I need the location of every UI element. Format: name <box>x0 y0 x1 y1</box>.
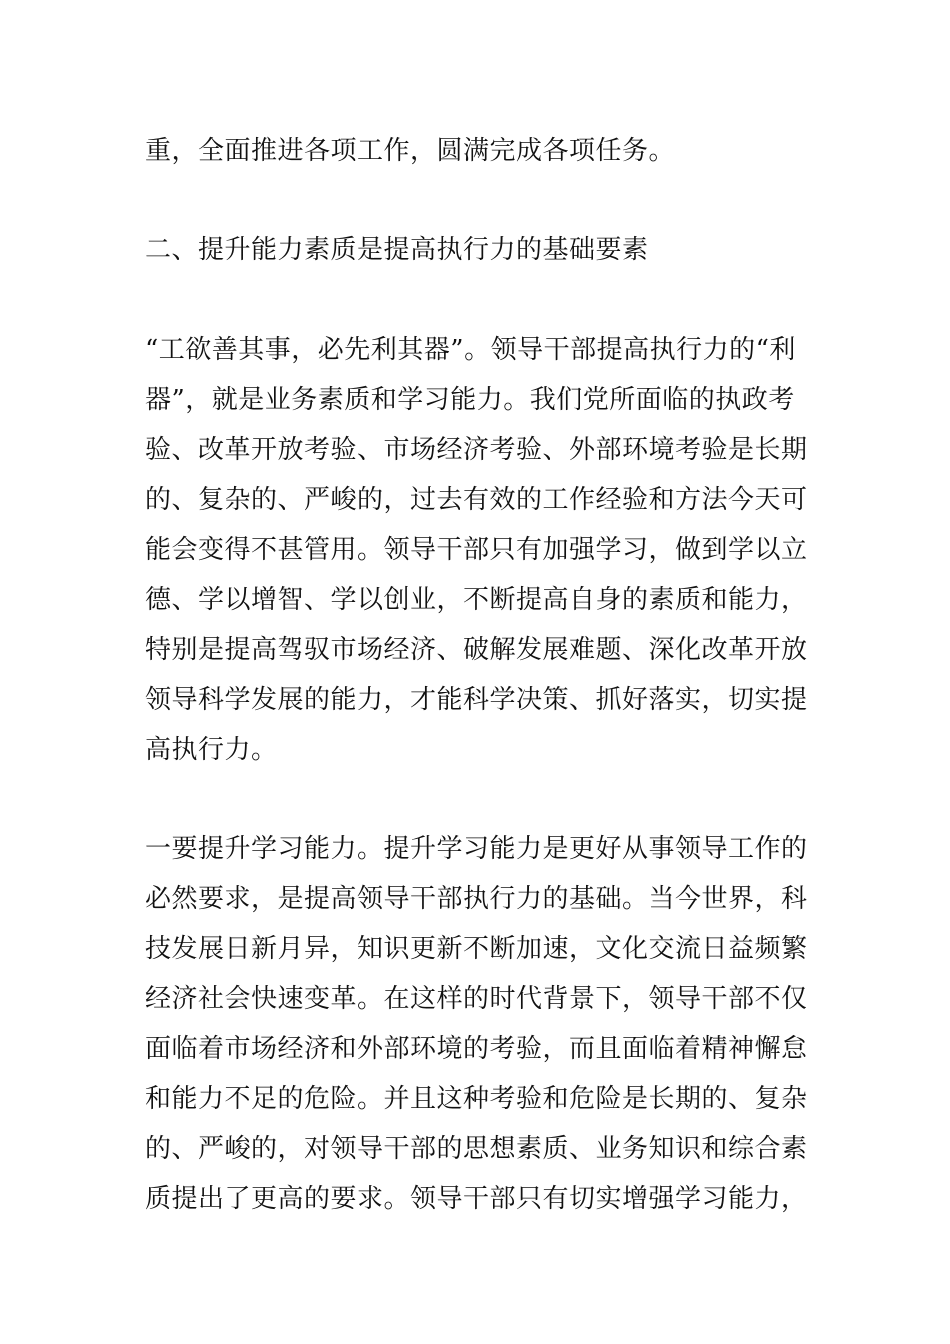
paragraph-line: 经济社会快速变革。在这样的时代背景下，领导干部不仅 <box>145 984 808 1014</box>
paragraph-line: 德、学以增智、学以创业，不断提高自身的素质和能力， <box>145 585 808 615</box>
paragraph-line: 高执行力。 <box>145 735 278 765</box>
paragraph-line: 领导科学发展的能力，才能科学决策、抓好落实，切实提 <box>145 685 808 715</box>
paragraph-line: 技发展日新月异，知识更新不断加速，文化交流日益频繁 <box>145 934 808 964</box>
paragraph-line: 器”，就是业务素质和学习能力。我们党所面临的执政考 <box>145 385 795 415</box>
section-heading: 二、提升能力素质是提高执行力的基础要素 <box>145 235 649 265</box>
paragraph-line: 的、严峻的，对领导干部的思想素质、业务知识和综合素 <box>145 1134 808 1164</box>
paragraph-line: “工欲善其事，必先利其器”。领导干部提高执行力的“利 <box>145 335 796 365</box>
paragraph-line: 质提出了更高的要求。领导干部只有切实增强学习能力， <box>145 1184 808 1214</box>
paragraph-line: 重，全面推进各项工作，圆满完成各项任务。 <box>145 136 676 166</box>
paragraph-line: 特别是提高驾驭市场经济、破解发展难题、深化改革开放 <box>145 635 808 665</box>
paragraph-line: 面临着市场经济和外部环境的考验，而且面临着精神懈怠 <box>145 1034 808 1064</box>
paragraph-line: 和能力不足的危险。并且这种考验和危险是长期的、复杂 <box>145 1084 808 1114</box>
paragraph-line: 验、改革开放考验、市场经济考验、外部环境考验是长期 <box>145 435 808 465</box>
paragraph-line: 的、复杂的、严峻的，过去有效的工作经验和方法今天可 <box>145 485 808 515</box>
paragraph-line: 必然要求，是提高领导干部执行力的基础。当今世界，科 <box>145 884 808 914</box>
paragraph-line: 能会变得不甚管用。领导干部只有加强学习，做到学以立 <box>145 535 808 565</box>
paragraph-line: 一要提升学习能力。提升学习能力是更好从事领导工作的 <box>145 834 808 864</box>
